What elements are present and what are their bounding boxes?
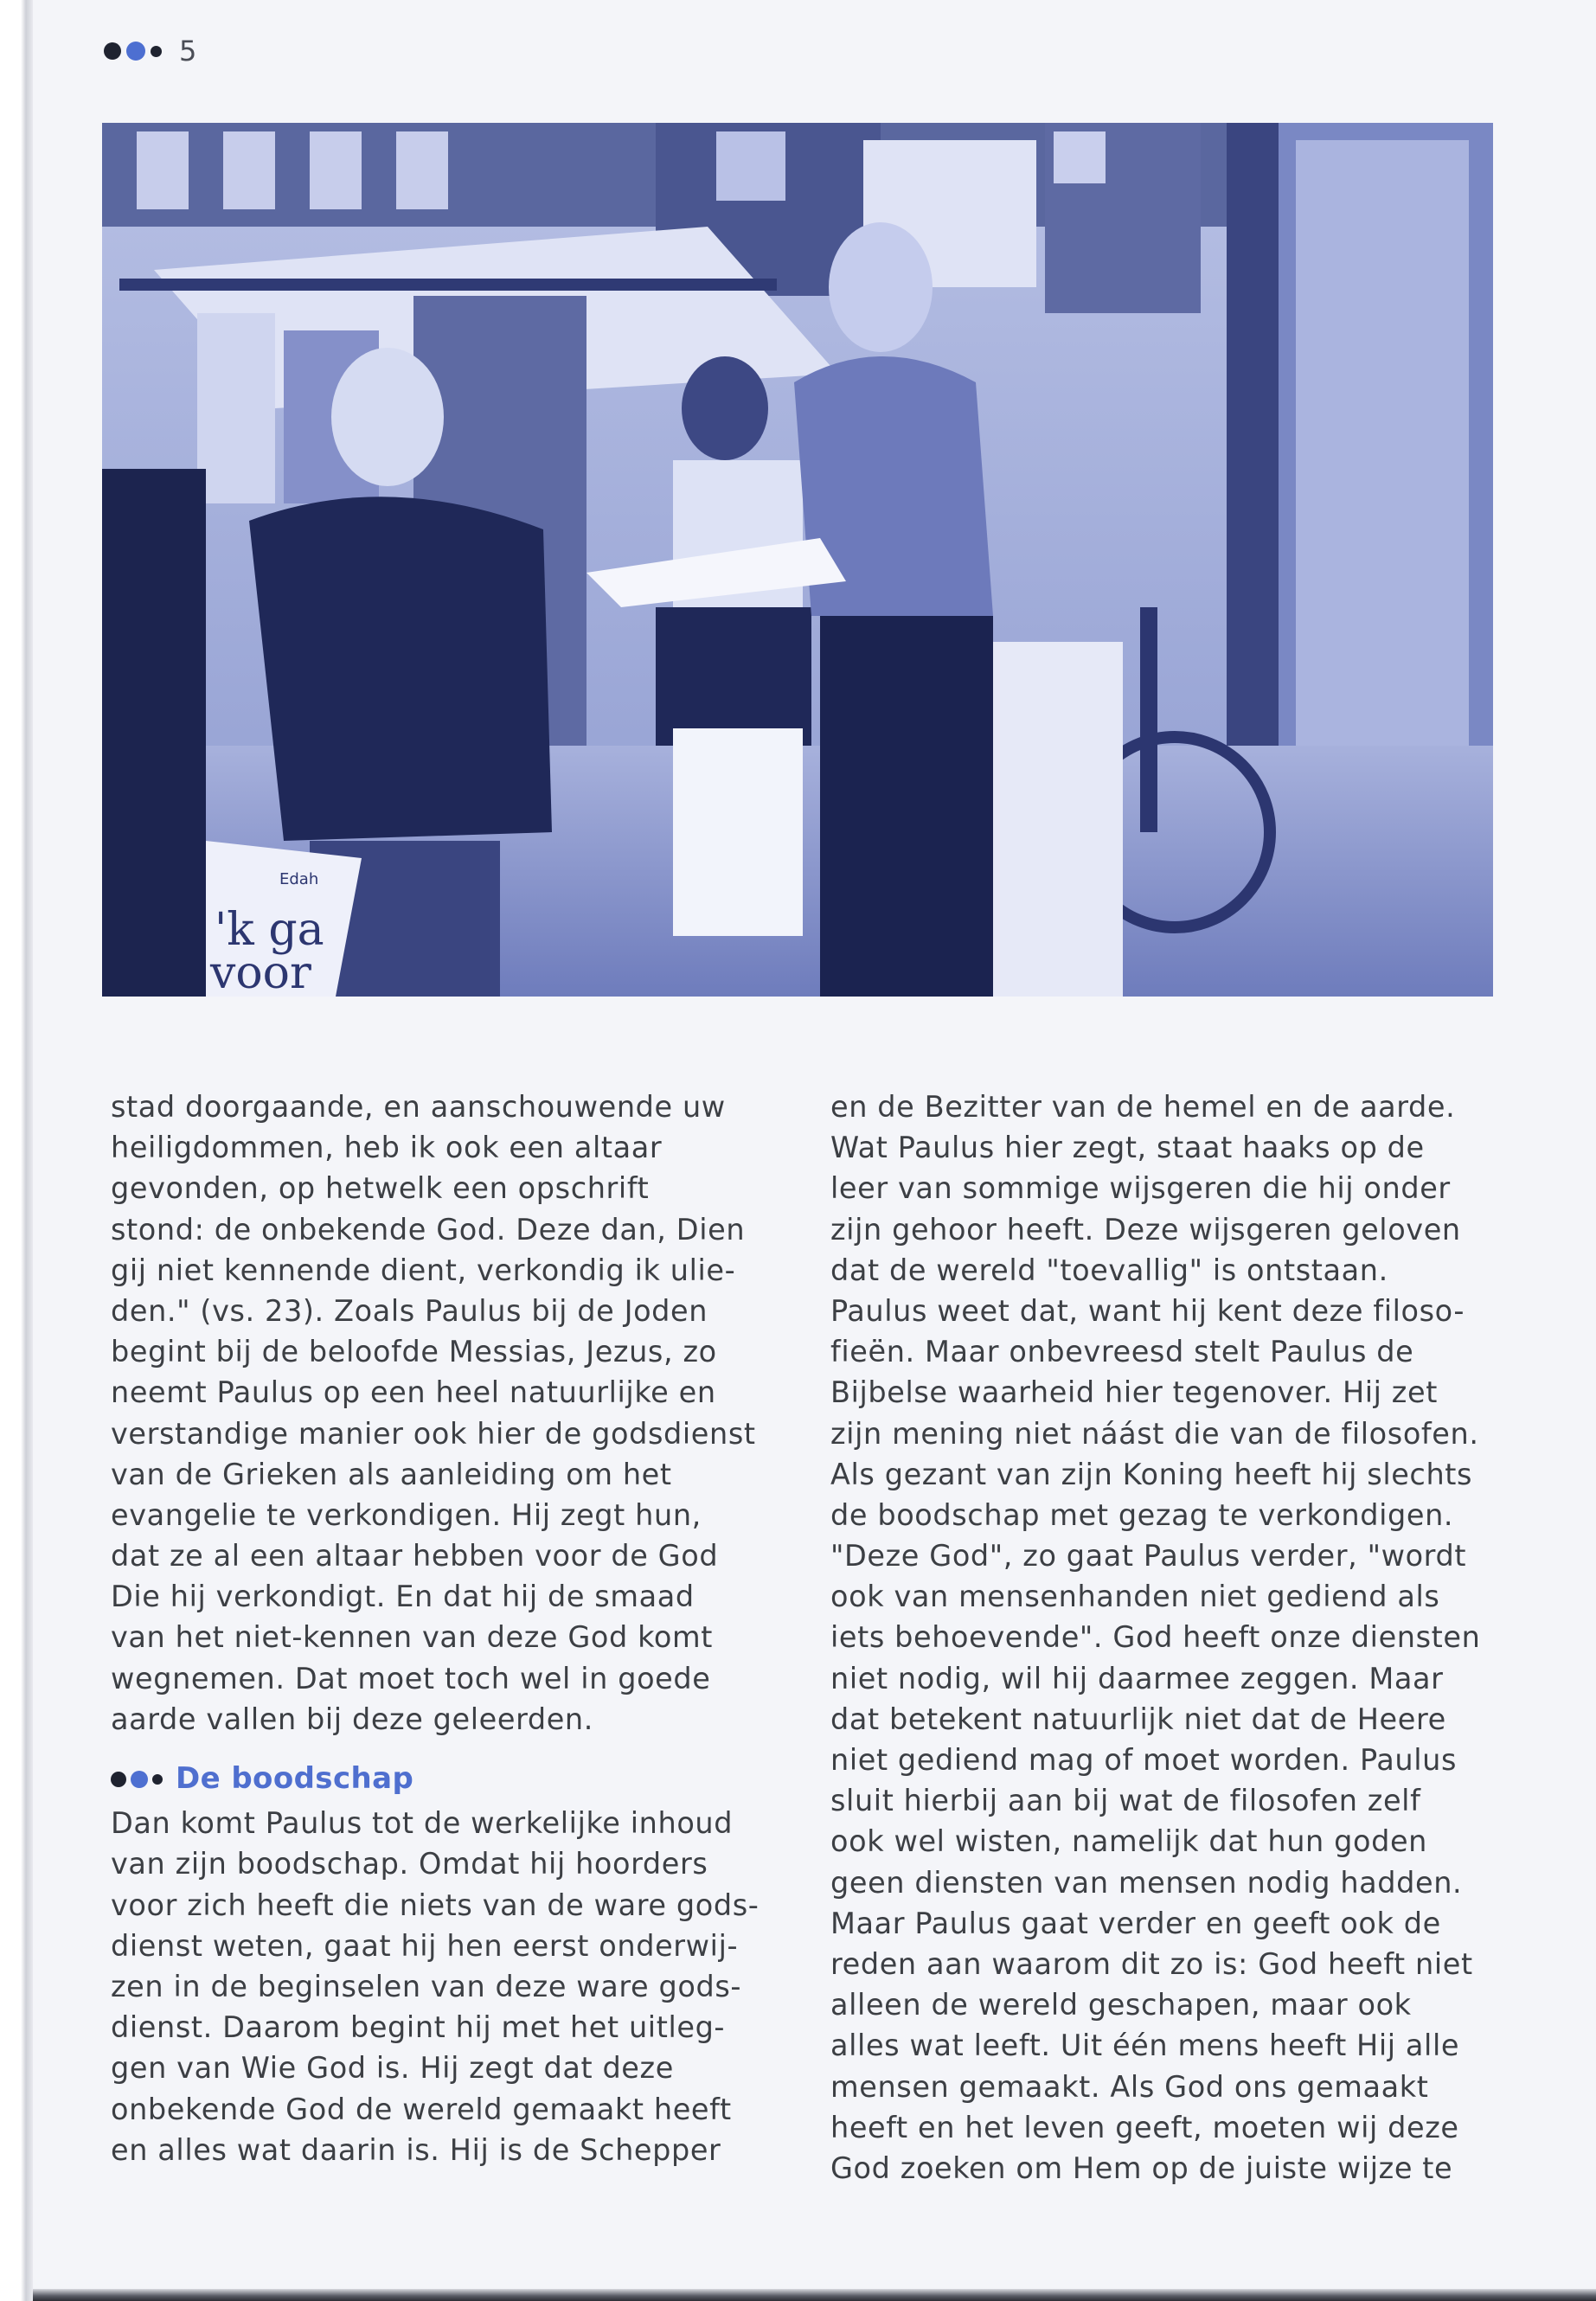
body-text-line: onbekende God de wereld gemaakt heeft [111,2092,732,2126]
body-text-line: dienst weten, gaat hij hen eerst onderwij- [111,1928,739,1963]
three-dots-icon [131,1771,148,1788]
left-text-column [111,1086,785,2170]
body-text-line: gevonden, op hetwelk een opschrift [111,1171,650,1206]
bag-text: voor [210,947,311,997]
body-text-line: aarde vallen bij deze geleerden. [111,1702,594,1736]
body-text-line: alleen de wereld geschapen, maar ook [830,1988,1412,2022]
body-text-line: verstandige manier ook hier de godsdienst [111,1416,756,1451]
body-text-line: en de Bezitter van de hemel en de aarde. [830,1090,1456,1124]
body-text-line: en alles wat daarin is. Hij is de Schepper [111,2132,721,2167]
body-text-line: dat betekent natuurlijk niet dat de Heere [830,1702,1446,1736]
body-text-line: den." (vs. 23). Zoals Paulus bij de Joden [111,1293,708,1328]
street-market-photo [102,123,1493,997]
body-text-line: zijn gehoor heeft. Deze wijsgeren geloven [830,1212,1461,1247]
section-heading [111,1759,785,1799]
body-text-line: van het niet-kennen van deze God komt [111,1620,713,1655]
body-text-line: ook van mensenhanden niet gediend als [830,1580,1440,1614]
body-text-line: stond: de onbekende God. Deze dan, Dien [111,1212,746,1247]
body-text-line: niet nodig, wil hij daarmee zeggen. Maar [830,1661,1444,1695]
body-text-line: van zijn boodschap. Omdat hij hoorders [111,1847,708,1881]
body-text-line: Paulus weet dat, want hij kent deze filoso- [830,1293,1465,1328]
body-text-line: begint bij de beloofde Messias, Jezus, zo [111,1335,717,1369]
body-text-line: dienst. Daarom begint hij met het uitleg- [111,2010,726,2045]
body-text-line: gij niet kennende dient, verkondig ik ulie- [111,1253,736,1287]
page-bottom-edge [33,2289,1596,2301]
body-text-line: fieën. Maar onbevreesd stelt Paulus de [830,1335,1414,1369]
body-text-line: van de Grieken als aanleiding om het [111,1457,672,1491]
body-text-line: Maar Paulus gaat verder en geeft ook de [830,1906,1441,1940]
body-text-line: de boodschap met gezag te verkondigen. [830,1497,1454,1532]
body-text-line: geen diensten van mensen nodig hadden. [830,1865,1463,1900]
page-binding-edge [0,0,33,2301]
three-dots-icon [111,1772,126,1787]
body-text-line: Dan komt Paulus tot de werkelijke inhoud [111,1806,734,1841]
body-text-line: neemt Paulus op een heel natuurlijke en [111,1375,716,1410]
body-text-line: Wat Paulus hier zegt, staat haaks op de [830,1131,1425,1165]
body-text-line: ook wel wisten, namelijk dat hun goden [830,1824,1428,1859]
body-text-line: leer van sommige wijsgeren die hij onder [830,1171,1451,1206]
body-text-line: zen in de beginselen van deze ware gods- [111,1969,742,2003]
body-text-line: mensen gemaakt. Als God ons gemaakt [830,2069,1429,2104]
three-dots-icon [151,46,162,57]
bag-text: Edah [279,870,319,888]
body-text-line: alles wat leeft. Uit één mens heeft Hij alle [830,2029,1460,2063]
page-header [104,35,196,67]
body-text-line: wegnemen. Dat moet toch wel in goede [111,1661,711,1695]
body-text-line: sluit hierbij aan bij wat de filosofen zelf [830,1784,1421,1818]
body-text-line: "Deze God", zo gaat Paulus verder, "wordt [830,1539,1467,1574]
body-text-line: evangelie te verkondigen. Hij zegt hun, [111,1497,702,1532]
body-text-line: Die hij verkondigt. En dat hij de smaad [111,1580,695,1614]
body-text-line: dat ze al een altaar hebben voor de God [111,1539,719,1574]
body-text-line: dat de wereld "toevallig" is ontstaan. [830,1253,1388,1287]
three-dots-icon [126,42,145,61]
right-text-column [830,1086,1505,2189]
body-text-line: reden aan waarom dit zo is: God heeft niet [830,1946,1473,1981]
body-text-line: God zoeken om Hem op de juiste wijze te [830,2150,1453,2185]
page-number: 5 [179,35,197,67]
three-dots-icon [104,42,121,60]
body-text-line: zijn mening niet náást die van de filosofen. [830,1416,1479,1451]
body-text-line: stad doorgaande, en aanschouwende uw [111,1090,726,1124]
body-text-line: iets behoevende". God heeft onze diensten [830,1620,1481,1655]
body-text-line: niet gediend mag of moet worden. Paulus [830,1743,1458,1777]
body-text-line: heeft en het leven geeft, moeten wij deze [830,2110,1459,2144]
body-text-line: heiligdommen, heb ik ook een altaar [111,1131,663,1165]
bag-text: 'k ga [215,904,324,956]
three-dots-icon [152,1774,163,1785]
body-text-line: Als gezant van zijn Koning heeft hij slechts [830,1457,1473,1491]
body-text-line: Bijbelse waarheid hier tegenover. Hij zet [830,1375,1438,1410]
body-text-line: voor zich heeft die niets van de ware gods- [111,1888,760,1922]
body-text-line: gen van Wie God is. Hij zegt dat deze [111,2051,674,2086]
section-heading-text: De boodschap [176,1761,414,1796]
